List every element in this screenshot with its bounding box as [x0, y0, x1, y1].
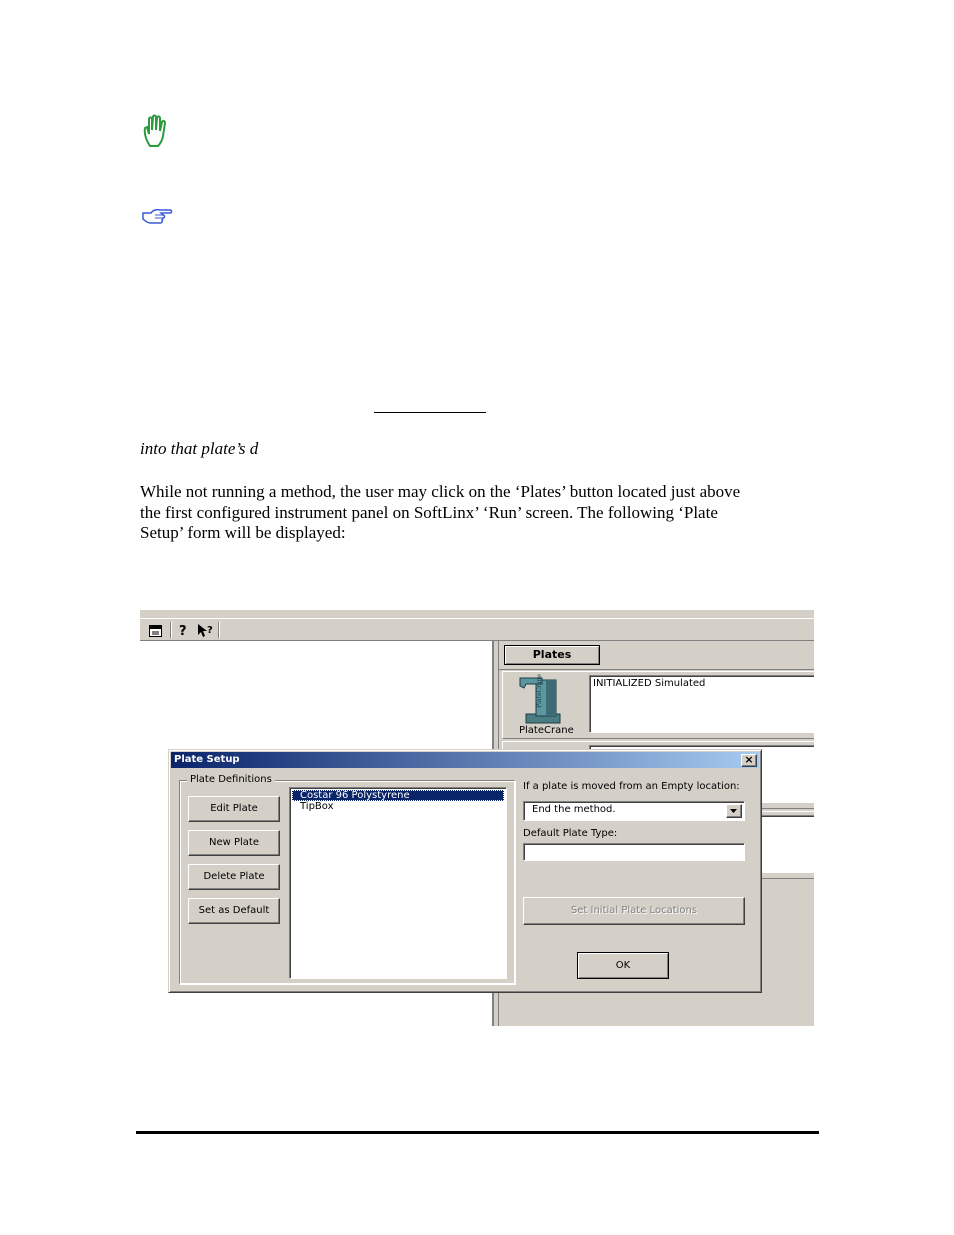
empty-location-label: If a plate is moved from an Empty location: [523, 781, 740, 792]
pointing-hand-icon [141, 207, 173, 225]
dropdown-button[interactable] [726, 804, 742, 818]
close-button[interactable] [741, 754, 757, 767]
window-list-icon[interactable] [149, 624, 162, 636]
toolbar [140, 610, 814, 641]
footer-rule [136, 1131, 819, 1134]
set-as-default-button[interactable]: Set as Default [188, 898, 280, 924]
svg-text:PlateCrane: PlateCrane [536, 674, 543, 708]
empty-location-value: End the method. [532, 804, 616, 815]
list-item[interactable] [292, 790, 504, 801]
hand-icon [141, 114, 173, 148]
edit-plate-button[interactable]: Edit Plate [188, 796, 280, 822]
help-icon[interactable] [177, 623, 189, 638]
body-paragraph [140, 482, 820, 544]
instrument-panel [502, 671, 814, 739]
chevron-down-icon [727, 805, 741, 817]
ok-button[interactable]: OK [577, 952, 669, 979]
instrument-status [589, 675, 814, 733]
context-help-icon[interactable] [197, 623, 215, 638]
italic-fragment: into that plate’s d [140, 439, 259, 458]
plate-setup-dialog [168, 749, 762, 993]
platecrane-icon [516, 674, 562, 724]
delete-plate-button[interactable]: Delete Plate [188, 864, 280, 890]
empty-location-select[interactable] [523, 801, 745, 821]
paragraph-line: While not running a method, the user may click on the ‘Plates’ button located just above [140, 482, 741, 501]
list-item[interactable] [292, 801, 504, 812]
dialog-title-bar[interactable] [171, 752, 759, 768]
plates-button[interactable]: Plates [504, 645, 600, 665]
plate-list[interactable] [289, 787, 507, 979]
new-plate-button[interactable]: New Plate [188, 830, 280, 856]
svg-text:?: ? [179, 624, 187, 638]
group-label: Plate Definitions [187, 774, 275, 785]
default-plate-type-label: Default Plate Type: [523, 828, 618, 839]
default-plate-type-field[interactable] [523, 843, 745, 861]
underline-rule [374, 412, 486, 413]
close-icon: × [744, 753, 754, 766]
instrument-name: PlateCrane [519, 725, 574, 736]
instrument-status-text: INITIALIZED Simulated [593, 678, 706, 689]
svg-text:?: ? [207, 625, 213, 636]
softlinx-screenshot [140, 610, 814, 1026]
list-item-label: Costar 96 Polystyrene [300, 790, 410, 801]
dialog-title: Plate Setup [174, 754, 240, 765]
set-initial-plate-locations-button[interactable]: Set Initial Plate Locations [523, 897, 745, 925]
paragraph-line: Setup’ form will be displayed: [140, 523, 346, 542]
list-item-label: TipBox [300, 801, 334, 812]
paragraph-line: the first configured instrument panel on SoftLinx’ ‘Run’ screen. The following ‘Plate [140, 502, 718, 522]
